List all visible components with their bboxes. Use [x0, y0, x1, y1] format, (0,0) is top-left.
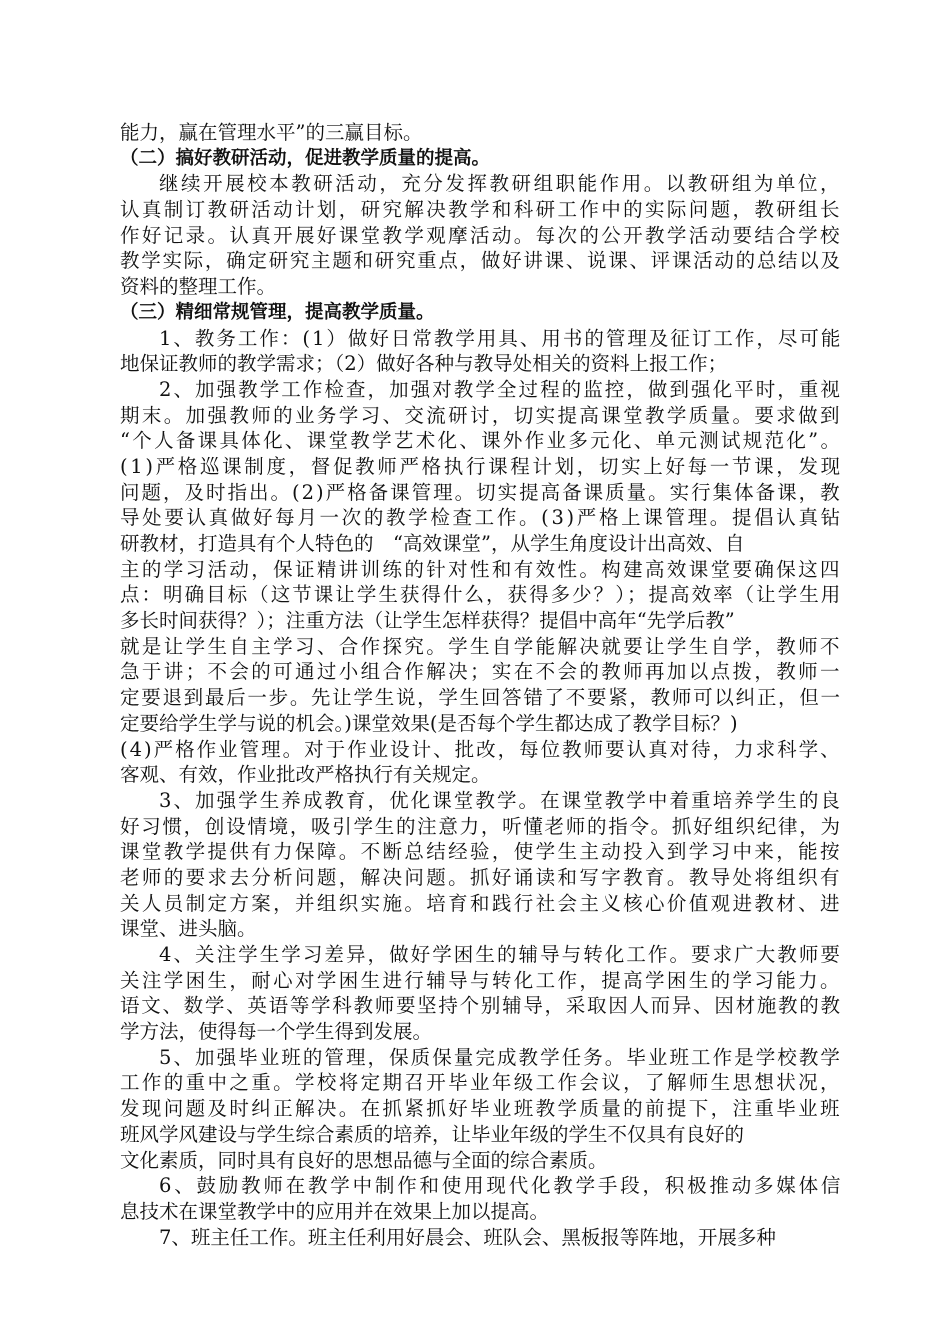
- text-line: “个人备课具体化、课堂教学艺术化、课外作业多元化、单元测试规范化”。: [120, 429, 843, 453]
- text-line: 课堂教学提供有力保障。不断总结经验，使学生主动投入到学习中来，能按: [120, 840, 842, 864]
- text-line: 语文、数学、英语等学科教师要坚持个别辅导，采取因人而异、因材施教的教: [120, 994, 842, 1018]
- text-line: 就是让学生自主学习、合作探究。学生自学能解决就要让学生自学，教师不: [120, 634, 842, 658]
- text-line: 主的学习活动，保证精讲训练的针对性和有效性。构建高效课堂要确保这四: [120, 557, 842, 581]
- text-line: 作好记录。认真开展好课堂教学观摩活动。每次的公开教学活动要结合学校: [120, 223, 842, 247]
- text-line: 继续开展校本教研活动，充分发挥教研组职能作用。以教研组为单位，: [159, 172, 843, 196]
- text-line: 问题，及时指出。(2)严格备课管理。切实提高备课质量。实行集体备课，教: [120, 480, 842, 504]
- text-line: (4)严格作业管理。对于作业设计、批改，每位教师要认真对待，力求科学、: [120, 737, 842, 761]
- text-line: (1)严格巡课制度，督促教师严格执行课程计划，切实上好每一节课，发现: [120, 454, 843, 478]
- text-line: 2、加强教学工作检查，加强对教学全过程的监控，做到强化平时，重视: [159, 377, 842, 401]
- text-line: 文化素质，同时具有良好的思想品德与全面的综合素质。: [120, 1148, 608, 1172]
- text-line: 7、班主任工作。班主任利用好晨会、班队会、黑板报等阵地，开展多种: [159, 1225, 776, 1249]
- text-line: 导处要认真做好每月一次的教学检查工作。(3)严格上课管理。提倡认真钻: [120, 506, 843, 530]
- text-line: 5、加强毕业班的管理，保质保量完成教学任务。毕业班工作是学校教学: [159, 1045, 842, 1069]
- text-line: 课堂、进头脑。: [120, 917, 257, 941]
- text-line: 急于讲；不会的可通过小组合作解决；实在不会的教师再加以点拨，教师一: [120, 660, 842, 684]
- text-line: 4、关注学生学习差异，做好学困生的辅导与转化工作。要求广大教师要: [159, 943, 842, 966]
- text-line: 学方法，使得每一个学生得到发展。: [120, 1020, 433, 1044]
- text-line: 发现问题及时纠正解决。在抓紧抓好毕业班教学质量的前提下，注重毕业班: [120, 1097, 842, 1121]
- text-line: 认真制订教研活动计划，研究解决教学和科研工作中的实际问题，教研组长: [120, 198, 842, 222]
- text-line: 6、鼓励教师在教学中制作和使用现代化教学手段，积极推动多媒体信: [159, 1174, 844, 1198]
- text-line: 关注学困生，耐心对学困生进行辅导与转化工作，提高学困生的学习能力。: [120, 968, 842, 992]
- section-heading: （三）精细常规管理，提高教学质量。: [120, 301, 435, 323]
- text-line: 点：明确目标（这节课让学生获得什么，获得多少？）；提高效率（让学生用: [120, 583, 843, 607]
- section-heading: （二）搞好教研活动，促进教学质量的提高。: [120, 147, 491, 169]
- text-line: 客观、有效，作业批改严格执行有关规定。: [120, 763, 491, 787]
- text-line: 工作的重中之重。学校将定期召开毕业年级工作会议，了解师生思想状况，: [120, 1071, 842, 1095]
- text-line: 资料的整理工作。: [120, 275, 277, 299]
- text-line: 老师的要求去分析问题，解决问题。抓好诵读和写字教育。教导处将组织有: [120, 865, 842, 889]
- text-line: 定要给学生学与说的机会。)课堂效果(是否每个学生都达成了教学目标？): [120, 711, 738, 735]
- text-line: 多长时间获得？）；注重方法（让学生怎样获得？提倡中高年“先学后教”: [120, 609, 735, 633]
- text-line: 期末。加强教师的业务学习、交流研讨，切实提高课堂教学质量。要求做到: [120, 403, 842, 427]
- text-line: 能力，赢在管理水平”的三赢目标。: [120, 121, 423, 144]
- text-line: 关人员制定方案，并组织实施。培育和践行社会主义核心价值观进教材、进: [120, 891, 842, 915]
- document-page: [120, 120, 844, 1250]
- text-line: 教学实际，确定研究主题和研究重点，做好讲课、说课、评课活动的总结以及: [120, 249, 842, 273]
- text-line: 3、加强学生养成教育，优化课堂教学。在课堂教学中着重培养学生的良: [159, 788, 842, 812]
- text-line: 息技术在课堂教学中的应用并在效果上加以提高。: [120, 1199, 550, 1223]
- text-line: 定要退到最后一步。先让学生说，学生回答错了不要紧，教师可以纠正，但一: [120, 686, 842, 710]
- text-line: 班风学风建设与学生综合素质的培养，让毕业年级的学生不仅具有良好的: [120, 1122, 745, 1146]
- text-line: 地保证教师的教学需求；（2）做好各种与教导处相关的资料上报工作；: [120, 352, 728, 376]
- text-line: 好习惯，创设情境，吸引学生的注意力，听懂老师的指令。抓好组织纪律，为: [120, 814, 842, 838]
- text-line: 1、教务工作：(1）做好日常教学用具、用书的管理及征订工作，尽可能: [159, 326, 843, 350]
- text-line: 研教材，打造具有个人特色的 “高效课堂”，从学生角度设计出高效、自: [120, 532, 745, 555]
